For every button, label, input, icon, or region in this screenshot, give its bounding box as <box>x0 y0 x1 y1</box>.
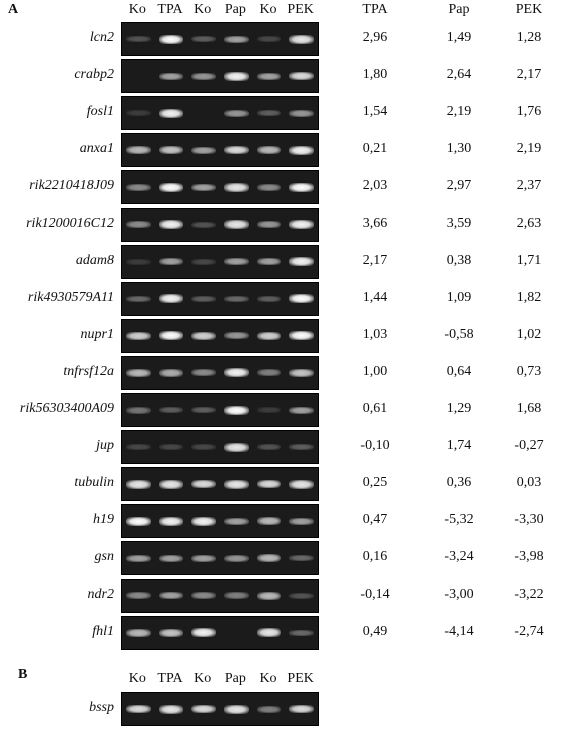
expression-value: -3,98 <box>514 549 544 565</box>
gel-band <box>257 592 282 600</box>
gel-band <box>126 555 151 562</box>
gel-band <box>289 220 314 229</box>
gel-band <box>159 592 184 599</box>
gel-image <box>121 504 319 538</box>
gel-band <box>126 369 151 377</box>
panel-a-label: A <box>8 2 19 17</box>
value-column-header: PEK <box>515 2 543 17</box>
gel-band <box>257 517 282 525</box>
gene-label: rik1200016C12 <box>26 215 114 231</box>
gel-image <box>121 692 319 726</box>
gene-label: adam8 <box>75 252 114 268</box>
gel-band <box>191 592 216 599</box>
gel-band <box>126 444 151 450</box>
gel-image <box>121 467 319 501</box>
expression-value: 0,38 <box>446 252 472 268</box>
expression-value: 3,66 <box>362 215 388 231</box>
gel-band <box>257 628 282 637</box>
expression-value: 0,73 <box>516 363 542 379</box>
expression-value: 1,80 <box>362 67 388 83</box>
expression-value: 1,03 <box>362 326 388 342</box>
gel-band <box>159 220 184 229</box>
gel-image <box>121 430 319 464</box>
gel-image <box>121 170 319 204</box>
lane-header: Ko <box>128 2 146 17</box>
gel-band <box>126 480 151 489</box>
gel-band <box>289 555 314 561</box>
gel-band <box>289 444 314 450</box>
expression-value: -2,74 <box>514 623 544 639</box>
gel-band <box>191 184 216 191</box>
gel-band <box>159 480 184 489</box>
gel-band <box>191 36 216 42</box>
gene-label: fosl1 <box>86 104 114 120</box>
expression-value: 1,00 <box>362 363 388 379</box>
gel-band <box>159 109 184 118</box>
expression-value: 2,03 <box>362 178 388 194</box>
gel-band <box>126 296 151 302</box>
expression-value: 2,19 <box>516 141 542 157</box>
gel-band <box>289 72 314 80</box>
gel-band <box>224 72 249 81</box>
gel-band <box>191 259 216 265</box>
lane-header: Ko <box>194 2 212 17</box>
expression-value: 0,47 <box>362 512 388 528</box>
gel-band <box>224 705 249 714</box>
gel-band <box>126 407 151 414</box>
gel-band <box>224 146 249 154</box>
gel-band <box>257 146 282 154</box>
gel-band <box>126 332 151 340</box>
lane-header: Ko <box>259 671 277 686</box>
gene-label: rik56303400A09 <box>19 401 114 416</box>
gel-band <box>159 331 184 340</box>
gel-band <box>126 221 151 228</box>
gel-band <box>257 706 282 713</box>
gel-band <box>191 73 216 80</box>
gel-band <box>289 331 314 340</box>
gel-band <box>289 294 314 303</box>
gel-band <box>257 554 282 562</box>
gene-label: crabp2 <box>74 67 114 83</box>
gel-band <box>289 110 314 117</box>
gene-label: rik2210418J09 <box>29 178 114 194</box>
gene-label: jup <box>96 438 114 454</box>
gel-band <box>224 36 249 43</box>
gel-band <box>191 444 216 450</box>
gel-band <box>224 443 249 452</box>
gel-band <box>224 555 249 562</box>
expression-value: -3,30 <box>514 512 544 528</box>
gel-image <box>121 356 319 390</box>
expression-value: 1,74 <box>446 438 472 454</box>
gel-band <box>191 369 216 376</box>
gel-band <box>257 221 282 228</box>
expression-value: 1,02 <box>516 326 542 342</box>
expression-value: 1,82 <box>516 289 542 305</box>
expression-value: -5,32 <box>444 512 474 528</box>
gel-band <box>159 555 184 562</box>
gene-label: h19 <box>93 512 114 528</box>
gel-band <box>224 258 249 265</box>
gel-image <box>121 579 319 613</box>
gel-band <box>257 332 282 340</box>
gene-label: bssp <box>89 700 114 715</box>
gel-band <box>159 444 184 450</box>
gel-band <box>224 406 249 415</box>
expression-value: 0,61 <box>362 401 388 416</box>
expression-value: 0,21 <box>362 141 388 157</box>
gel-band <box>159 183 184 192</box>
expression-value: 1,09 <box>446 289 472 305</box>
expression-value: 2,17 <box>362 252 388 268</box>
gel-band <box>289 705 314 713</box>
gel-band <box>126 110 151 116</box>
lane-header: Pap <box>224 671 246 686</box>
gel-band <box>126 184 151 191</box>
gel-band <box>224 480 249 489</box>
gel-image <box>121 541 319 575</box>
expression-value: -4,14 <box>444 623 474 639</box>
expression-value: 2,63 <box>516 215 542 231</box>
expression-value: -3,00 <box>444 586 474 602</box>
gel-band <box>126 259 151 265</box>
gel-band <box>159 73 184 80</box>
gel-band <box>191 407 216 413</box>
expression-value: 2,96 <box>362 30 388 45</box>
gene-label: anxa1 <box>79 141 114 157</box>
expression-value: 0,49 <box>362 623 388 639</box>
gel-band <box>159 407 184 413</box>
gel-band <box>159 705 184 714</box>
gel-band <box>257 258 282 265</box>
gel-band <box>159 258 184 265</box>
gel-image <box>121 59 319 93</box>
expression-value: -0,14 <box>360 586 390 602</box>
gene-label: gsn <box>94 549 114 565</box>
expression-value: 1,28 <box>516 30 542 45</box>
gel-image <box>121 245 319 279</box>
expression-value: 0,64 <box>446 363 472 379</box>
expression-value: -3,24 <box>444 549 474 565</box>
gel-band <box>191 555 216 562</box>
gel-band <box>159 294 184 303</box>
gel-band <box>257 184 282 191</box>
gel-band <box>289 183 314 192</box>
gel-band <box>126 629 151 637</box>
gel-band <box>191 628 216 637</box>
gene-label: rik4930579A11 <box>27 289 114 305</box>
gel-image <box>121 393 319 427</box>
gel-band <box>126 705 151 713</box>
gene-label: lcn2 <box>89 30 114 45</box>
gel-band <box>289 480 314 489</box>
lane-header: Pap <box>224 2 246 17</box>
gene-label: fhl1 <box>92 623 114 639</box>
gel-band <box>224 220 249 229</box>
gel-band <box>289 35 314 44</box>
expression-value: 1,76 <box>516 104 542 120</box>
gel-band <box>289 257 314 266</box>
lane-header: TPA <box>157 671 183 686</box>
expression-value: 1,44 <box>362 289 388 305</box>
gel-band <box>289 630 314 636</box>
gel-band <box>191 332 216 340</box>
gel-band <box>191 705 216 713</box>
expression-value: 0,16 <box>362 549 388 565</box>
gel-band <box>257 444 282 450</box>
gel-band <box>257 296 282 302</box>
gel-band <box>289 146 314 155</box>
gel-band <box>257 407 282 413</box>
gel-band <box>126 36 151 42</box>
expression-value: 1,49 <box>446 30 472 45</box>
expression-value: -0,10 <box>360 438 390 454</box>
expression-value: 0,25 <box>362 475 388 491</box>
expression-value: 1,30 <box>446 141 472 157</box>
gel-band <box>257 369 282 376</box>
gel-band <box>289 518 314 525</box>
expression-value: 2,97 <box>446 178 472 194</box>
value-column-header: Pap <box>448 2 470 17</box>
lane-header: PEK <box>287 2 314 17</box>
expression-value: 2,17 <box>516 67 542 83</box>
gel-band <box>289 407 314 414</box>
expression-value: 1,29 <box>446 401 472 416</box>
expression-value: 0,36 <box>446 475 472 491</box>
expression-value: 1,71 <box>516 252 542 268</box>
gel-band <box>224 518 249 525</box>
gel-band <box>126 592 151 599</box>
gel-band <box>191 296 216 302</box>
gene-label: tubulin <box>74 475 114 491</box>
gel-band <box>191 517 216 526</box>
gel-band <box>159 517 184 526</box>
gel-band <box>159 629 184 637</box>
gel-band <box>257 110 282 116</box>
gel-image <box>121 616 319 650</box>
lane-header: Ko <box>194 671 212 686</box>
gel-band <box>159 369 184 377</box>
lane-header: PEK <box>287 671 314 686</box>
value-column-header: TPA <box>362 2 388 17</box>
expression-value: 1,68 <box>516 401 542 416</box>
expression-value: 2,64 <box>446 67 472 83</box>
gel-band <box>224 332 249 339</box>
expression-value: -3,22 <box>514 586 544 602</box>
gel-image <box>121 96 319 130</box>
expression-value: 0,03 <box>516 475 542 491</box>
lane-header: Ko <box>128 671 146 686</box>
expression-value: -0,58 <box>444 326 474 342</box>
gel-band <box>224 368 249 377</box>
gel-band <box>257 73 282 80</box>
gel-band <box>159 146 184 154</box>
lane-header: Ko <box>259 2 277 17</box>
expression-value: 1,54 <box>362 104 388 120</box>
gel-band <box>126 517 151 526</box>
gene-label: ndr2 <box>87 586 114 602</box>
expression-value: 3,59 <box>446 215 472 231</box>
gel-image <box>121 282 319 316</box>
expression-value: -0,27 <box>514 438 544 454</box>
gel-image <box>121 208 319 242</box>
gel-band <box>224 183 249 192</box>
gel-image <box>121 133 319 167</box>
gel-image <box>121 22 319 56</box>
gel-band <box>224 296 249 302</box>
gel-band <box>224 110 249 117</box>
gene-label: tnfrsf12a <box>63 363 114 379</box>
expression-value: 2,37 <box>516 178 542 194</box>
gel-band <box>191 222 216 228</box>
gel-band <box>257 36 282 42</box>
gel-band <box>289 593 314 599</box>
gel-band <box>191 147 216 154</box>
lane-header: TPA <box>157 2 183 17</box>
panel-b-label: B <box>18 667 28 682</box>
gel-band <box>159 35 184 44</box>
gel-image <box>121 319 319 353</box>
gel-band <box>191 480 216 488</box>
expression-value: 2,19 <box>446 104 472 120</box>
gel-band <box>224 592 249 599</box>
gel-band <box>257 480 282 488</box>
gel-band <box>126 146 151 154</box>
gene-label: nupr1 <box>80 326 114 342</box>
gel-band <box>289 369 314 377</box>
